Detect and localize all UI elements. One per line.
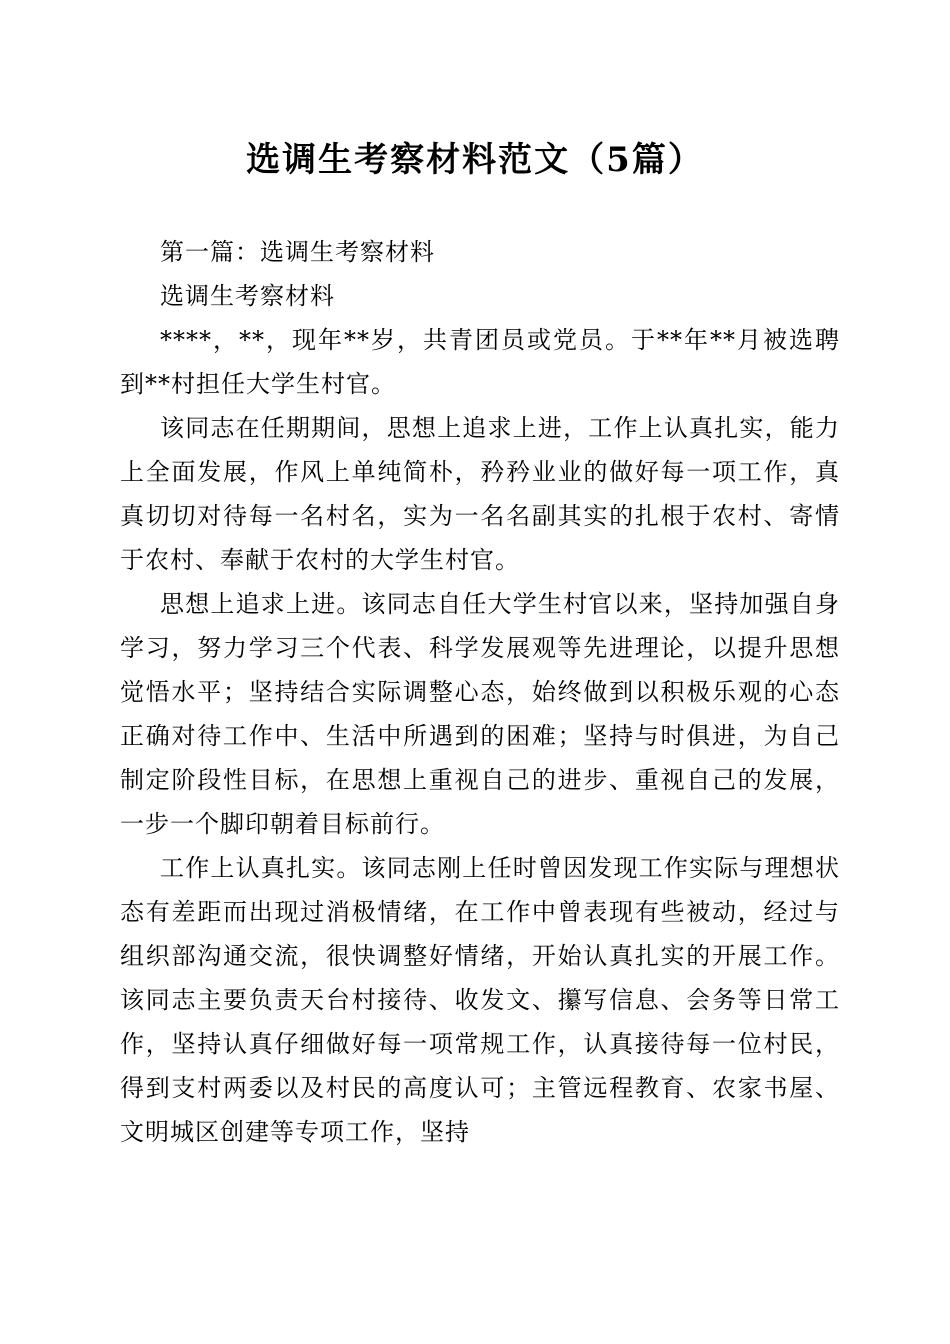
paragraph-summary: 该同志在任期期间，思想上追求上进，工作上认真扎实，能力上全面发展，作风上单纯简朴，矜矜业业的做好每一项工作，真真切切对待每一名村名，实为一名名副其实的扎根于农村、寄情于农村、奉献于农村的大学生村官。 — [120, 414, 840, 574]
paragraph-work: 工作上认真扎实。该同志刚上任时曾因发现工作实际与理想状态有差距而出现过消极情绪，在工作中曾表现有些被动，经过与组织部沟通交流，很快调整好情绪，开始认真扎实的开展工作。该同志主要负责天台村接待、收发文、攥写信息、会务等日常工作，坚持认真仔细做好每一项常规工作，认真接待每一位村民，得到支村两委以及村民的高度认可；主管远程教育、农家书屋、文明城区创建等专项工作，坚持 — [120, 854, 840, 1146]
paragraph-thought: 思想上追求上进。该同志自任大学生村官以来，坚持加强自身学习，努力学习三个代表、科学发展观等先进理论，以提升思想觉悟水平；坚持结合实际调整心态，始终做到以积极乐观的心态正确对待工作中、生活中所遇到的困难；坚持与时俱进，为自己制定阶段性目标，在思想上重视自己的进步、重视自己的发展，一步一个脚印朝着目标前行。 — [120, 590, 840, 838]
document-title: 选调生考察材料范文（5篇） — [246, 140, 704, 180]
document-body — [120, 230, 840, 1154]
section-heading: 第一篇：选调生考察材料 — [160, 238, 435, 266]
paragraph-intro: ****，**，现年**岁，共青团员或党员。于**年**月被选聘到**村担任大学生村官。 — [120, 326, 840, 398]
subheading: 选调生考察材料 — [160, 282, 335, 310]
